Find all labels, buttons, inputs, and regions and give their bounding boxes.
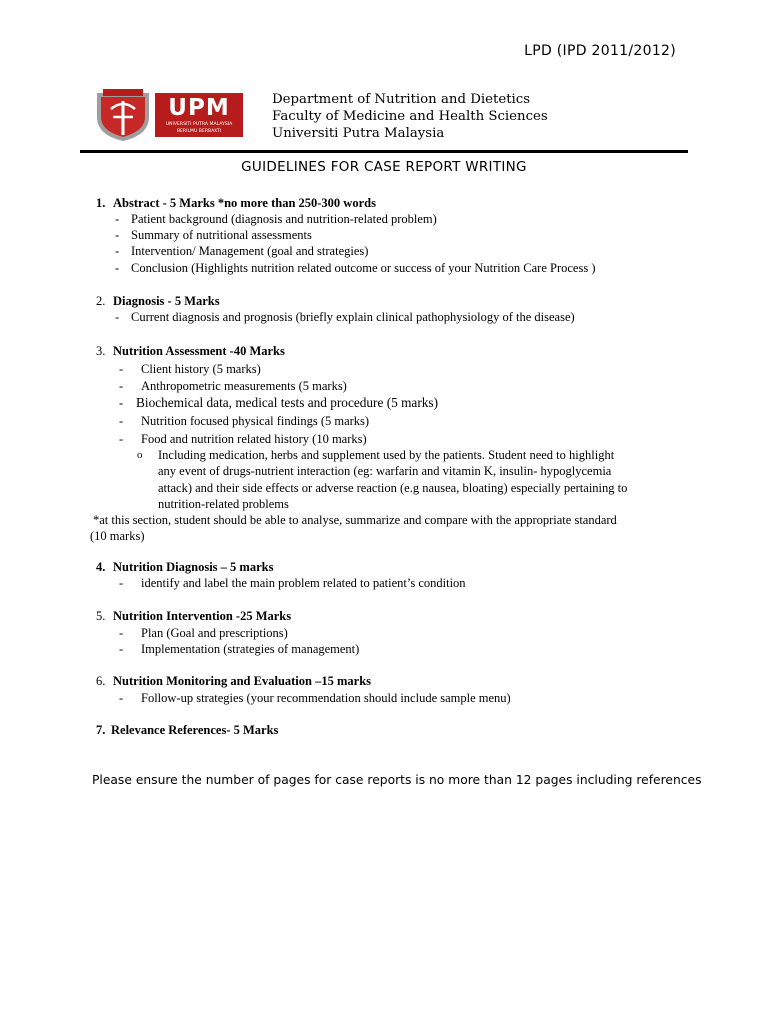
dash-bullet: - — [115, 228, 120, 242]
faculty-line: Faculty of Medicine and Health Sciences — [272, 109, 548, 124]
header-divider — [80, 150, 688, 153]
section-heading: Diagnosis - 5 Marks — [113, 294, 220, 308]
section-note: (10 marks) — [90, 529, 145, 543]
list-item: Client history (5 marks) — [141, 362, 261, 376]
list-item: Intervention/ Management (goal and strategies) — [131, 244, 369, 258]
upm-logo — [93, 87, 243, 143]
section-heading: Relevance References- 5 Marks — [111, 723, 279, 737]
upm-logo-subtext: UNIVERSITI PUTRA MALAYSIA BERILMU BERBAKTI — [165, 122, 233, 134]
subitem-line: nutrition-related problems — [158, 497, 289, 511]
dash-bullet: - — [115, 310, 120, 324]
section-heading: Nutrition Diagnosis – 5 marks — [113, 560, 274, 574]
section-note: *at this section, student should be able to analyse, summarize and compare with the appropriate standard — [93, 513, 617, 527]
dash-bullet: - — [115, 244, 120, 258]
list-item: Follow-up strategies (your recommendation should include sample menu) — [141, 691, 511, 705]
list-item: Anthropometric measurements (5 marks) — [141, 379, 347, 393]
section-number: 4. — [96, 560, 106, 574]
department-line: Department of Nutrition and Dietetics — [272, 92, 531, 107]
university-line: Universiti Putra Malaysia — [272, 126, 445, 141]
sub-bullet: o — [137, 449, 143, 461]
dash-bullet: - — [119, 362, 124, 376]
list-item: Biochemical data, medical tests and procedure (5 marks) — [136, 395, 439, 410]
subitem-line: attack) and their side effects or adverse reaction (e.g nausea, bloating) especially pertaining to — [158, 481, 628, 495]
section-heading: Abstract - 5 Marks *no more than 250-300 words — [113, 196, 376, 210]
dash-bullet: - — [119, 642, 124, 656]
document-code: LPD (IPD 2011/2012) — [524, 43, 676, 59]
list-item: Patient background (diagnosis and nutrition-related problem) — [131, 212, 437, 226]
list-item: Current diagnosis and prognosis (briefly explain clinical pathophysiology of the disease) — [131, 310, 575, 324]
section-heading: Nutrition Monitoring and Evaluation –15 marks — [113, 674, 372, 688]
dash-bullet: - — [119, 396, 124, 410]
section-number: 3. — [96, 344, 106, 358]
section-heading: Nutrition Assessment -40 Marks — [113, 344, 285, 358]
section-number: 6. — [96, 674, 106, 688]
section-number: 5. — [96, 609, 106, 623]
dash-bullet: - — [119, 432, 124, 446]
section-number: 2. — [96, 294, 106, 308]
list-item: identify and label the main problem related to patient’s condition — [141, 576, 466, 590]
dash-bullet: - — [119, 576, 124, 590]
department-block — [272, 91, 548, 142]
section-number: 7. — [96, 723, 106, 737]
dash-bullet: - — [119, 691, 124, 705]
list-item: Implementation (strategies of management) — [141, 642, 360, 656]
list-item: Summary of nutritional assessments — [131, 228, 312, 242]
page-title: GUIDELINES FOR CASE REPORT WRITING — [241, 159, 527, 175]
dash-bullet: - — [115, 261, 120, 275]
list-item: Nutrition focused physical findings (5 marks) — [141, 414, 370, 428]
dash-bullet: - — [119, 626, 124, 640]
list-item: Plan (Goal and prescriptions) — [141, 626, 288, 640]
dash-bullet: - — [119, 414, 124, 428]
footer-note: Please ensure the number of pages for case reports is no more than 12 pages including references — [92, 773, 702, 787]
dash-bullet: - — [115, 212, 120, 226]
subitem-line: any event of drugs-nutrient interaction (eg: warfarin and vitamin K, insulin- hypoglycemia — [158, 464, 612, 478]
subitem-line: Including medication, herbs and supplement used by the patients. Student need to highlight — [158, 448, 615, 462]
list-item: Conclusion (Highlights nutrition related outcome or success of your Nutrition Care Process ) — [131, 261, 596, 275]
section-number: 1. — [96, 196, 106, 210]
upm-crest-icon — [93, 87, 155, 143]
upm-logo-text: UPM — [168, 95, 230, 121]
dash-bullet: - — [119, 379, 124, 393]
list-item: Food and nutrition related history (10 marks) — [141, 432, 367, 446]
section-heading: Nutrition Intervention -25 Marks — [113, 609, 292, 623]
